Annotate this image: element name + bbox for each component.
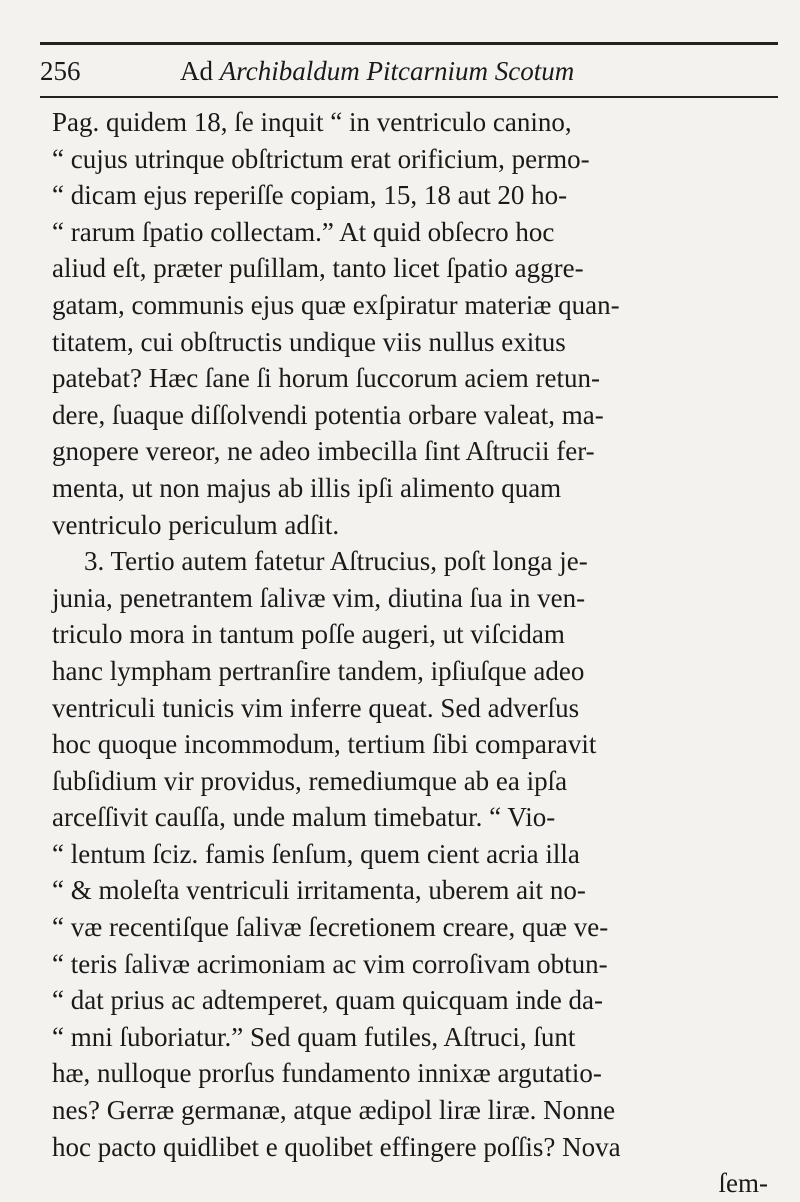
- text-line: arceſſivit cauſſa, unde malum timebatur. “ Vio-: [52, 802, 556, 833]
- text-line: “ lentum ſciz. famis ſenſum, quem cient acria illa: [52, 838, 580, 869]
- text-line: dere, ſuaque diſſolvendi potentia orbare valeat, ma-: [52, 399, 604, 430]
- text-line: hanc lympham pertranſire tandem, ipſiuſque adeo: [52, 655, 585, 686]
- page-number: 256: [40, 56, 81, 86]
- text-line: aliud eſt, præter puſillam, tanto licet ſpatio aggre-: [52, 253, 584, 284]
- text-line: ſubſidium vir providus, remediumque ab ea ipſa: [52, 765, 568, 796]
- running-header: [40, 52, 780, 88]
- text-line: gnopere vereor, ne adeo imbecilla ſint Aſtrucii fer-: [52, 436, 595, 467]
- text-line: “ dat prius ac adtemperet, quam quicquam inde da-: [52, 985, 604, 1016]
- running-title: [180, 56, 574, 87]
- text-line: hoc pacto quidlibet e quolibet effingere poſſis? Nova: [52, 1131, 621, 1162]
- text-line: triculo mora in tantum poſſe augeri, ut viſcidam: [52, 619, 565, 650]
- body-text: [52, 104, 782, 1202]
- running-title-italic: Archibaldum Pitcarnium Scotum: [219, 56, 575, 86]
- text-line: ventriculo periculum adſit.: [52, 509, 340, 540]
- text-line: nes? Gerræ germanæ, atque ædipol liræ liræ. Nonne: [52, 1095, 616, 1126]
- text-line: “ & moleſta ventriculi irritamenta, uberem ait no-: [52, 875, 586, 906]
- paragraph-3-start: 3. Tertio autem fatetur Aſtrucius, poſt longa je-: [84, 546, 588, 577]
- text-line: Pag. quidem 18, ſe inquit “ in ventriculo canino,: [52, 107, 572, 137]
- text-line: ventriculi tunicis vim inferre queat. Sed adverſus: [52, 692, 580, 723]
- text-line: “ dicam ejus reperiſſe copiam, 15, 18 aut 20 ho-: [52, 180, 568, 211]
- top-rule: [40, 42, 778, 45]
- running-title-prefix: Ad: [180, 56, 220, 86]
- text-line: patebat? Hæc ſane ſi horum ſuccorum aciem retun-: [52, 363, 601, 394]
- text-line: “ mni ſuboriatur.” Sed quam futiles, Aſtruci, ſunt: [52, 1021, 576, 1052]
- text-line: junia, penetrantem ſalivæ vim, diutina ſua in ven-: [52, 582, 586, 613]
- text-line: “ teris ſalivæ acrimoniam ac vim corroſivam obtun-: [52, 948, 608, 979]
- catchword: ſem-: [718, 1168, 768, 1199]
- text-line: gatam, communis ejus quæ exſpiratur materiæ quan-: [52, 289, 620, 320]
- text-line: titatem, cui obſtructis undique viis nullus exitus: [52, 326, 566, 357]
- header-rule: [40, 96, 778, 98]
- text-line: “ væ recentiſque ſalivæ ſecretionem creare, quæ ve-: [52, 912, 609, 943]
- text-line: “ cujus utrinque obſtrictum erat orificium, permo-: [52, 143, 590, 174]
- text-line: menta, ut non majus ab illis ipſi alimento quam: [52, 472, 562, 503]
- text-line: hæ, nulloque prorſus fundamento innixæ argutatio-: [52, 1058, 602, 1089]
- text-line: hoc quoque incommodum, tertium ſibi comparavit: [52, 729, 597, 760]
- text-line: “ rarum ſpatio collectam.” At quid obſecro hoc: [52, 216, 555, 247]
